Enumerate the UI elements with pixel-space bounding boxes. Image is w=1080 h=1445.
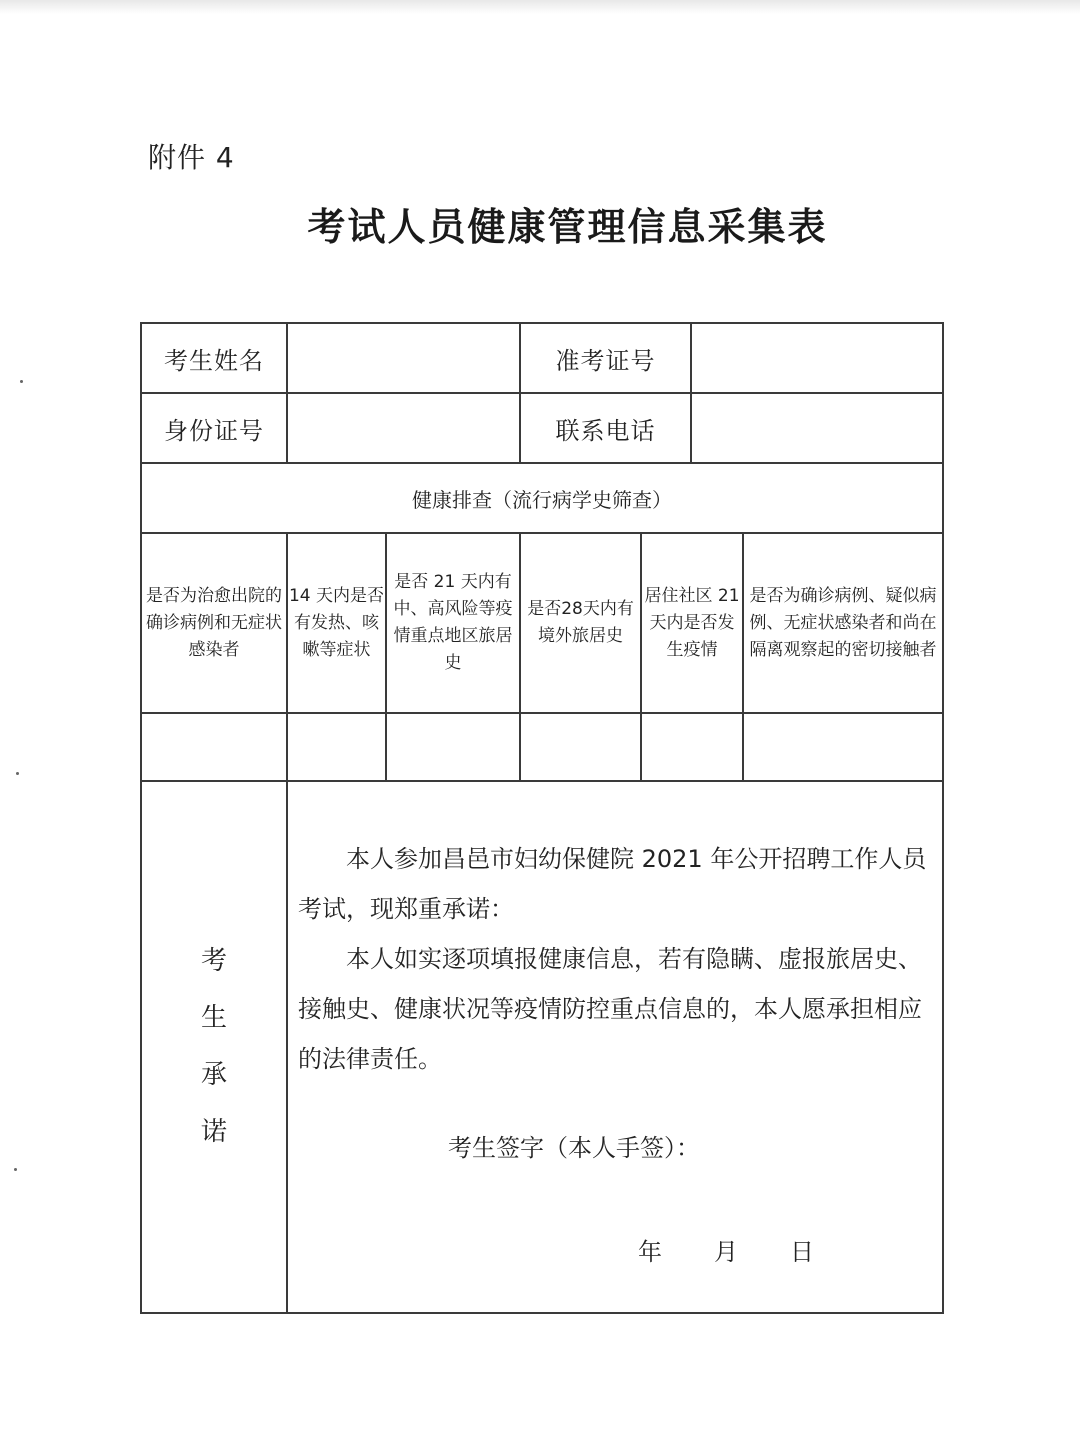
answer-community-outbreak[interactable] xyxy=(641,713,743,781)
answer-symptoms[interactable] xyxy=(287,713,386,781)
scan-speck xyxy=(14,1168,17,1171)
question-overseas-travel: 是否28天内有境外旅居史 xyxy=(520,533,641,713)
answer-overseas-travel[interactable] xyxy=(520,713,641,781)
row-screening-title xyxy=(141,463,943,533)
screening-section-title: 健康排查（流行病学史筛查） xyxy=(141,463,943,533)
admission-number-field[interactable] xyxy=(691,323,943,393)
question-close-contact: 是否为确诊病例、疑似病例、无症状感染者和尚在隔离观察起的密切接触者 xyxy=(743,533,943,713)
pledge-content xyxy=(287,781,943,1313)
signature-label: 考生签字（本人手签）： xyxy=(448,1134,700,1162)
row-answers xyxy=(141,713,943,781)
id-number-field[interactable] xyxy=(287,393,520,463)
phone-field[interactable] xyxy=(691,393,943,463)
name-label: 考生姓名 xyxy=(141,323,287,393)
id-number-label: 身份证号 xyxy=(141,393,287,463)
row-questions xyxy=(141,533,943,713)
pledge-paragraph-2: 本人如实逐项填报健康信息，若有隐瞒、虚报旅居史、接触史、健康状况等疫情防控重点信息的，本人愿承担相应的法律责任。 xyxy=(298,945,922,1073)
row-pledge xyxy=(141,781,943,1313)
question-symptoms: 14 天内是否有发热、咳嗽等症状 xyxy=(287,533,386,713)
date-month-label: 月 xyxy=(714,1238,738,1266)
scan-speck xyxy=(20,380,23,383)
page-title: 考试人员健康管理信息采集表 xyxy=(307,204,828,249)
question-cured-case: 是否为治愈出院的确诊病例和无症状感染者 xyxy=(141,533,287,713)
scan-speck xyxy=(16,772,19,775)
pledge-label-char: 生 xyxy=(200,1003,227,1033)
row-name xyxy=(141,323,943,393)
phone-label: 联系电话 xyxy=(520,393,691,463)
pledge-label-char: 承 xyxy=(200,1060,227,1090)
pledge-label-char: 诺 xyxy=(200,1117,227,1147)
answer-risk-area-travel[interactable] xyxy=(386,713,520,781)
pledge-label xyxy=(141,781,287,1313)
scan-edge xyxy=(0,0,1080,14)
pledge-paragraph-1: 本人参加昌邑市妇幼保健院 2021 年公开招聘工作人员考试，现郑重承诺： xyxy=(298,845,927,923)
health-info-form xyxy=(140,322,944,1314)
pledge-label-char: 考 xyxy=(200,946,227,976)
attachment-label: 附件 4 xyxy=(148,141,235,174)
answer-close-contact[interactable] xyxy=(743,713,943,781)
date-row xyxy=(638,1232,814,1267)
row-id xyxy=(141,393,943,463)
question-community-outbreak: 居住社区 21 天内是否发生疫情 xyxy=(641,533,743,713)
answer-cured-case[interactable] xyxy=(141,713,287,781)
question-risk-area-travel: 是否 21 天内有中、高风险等疫情重点地区旅居史 xyxy=(386,533,520,713)
name-field[interactable] xyxy=(287,323,520,393)
date-year-label: 年 xyxy=(638,1238,662,1266)
admission-number-label: 准考证号 xyxy=(520,323,691,393)
date-day-label: 日 xyxy=(790,1238,814,1266)
